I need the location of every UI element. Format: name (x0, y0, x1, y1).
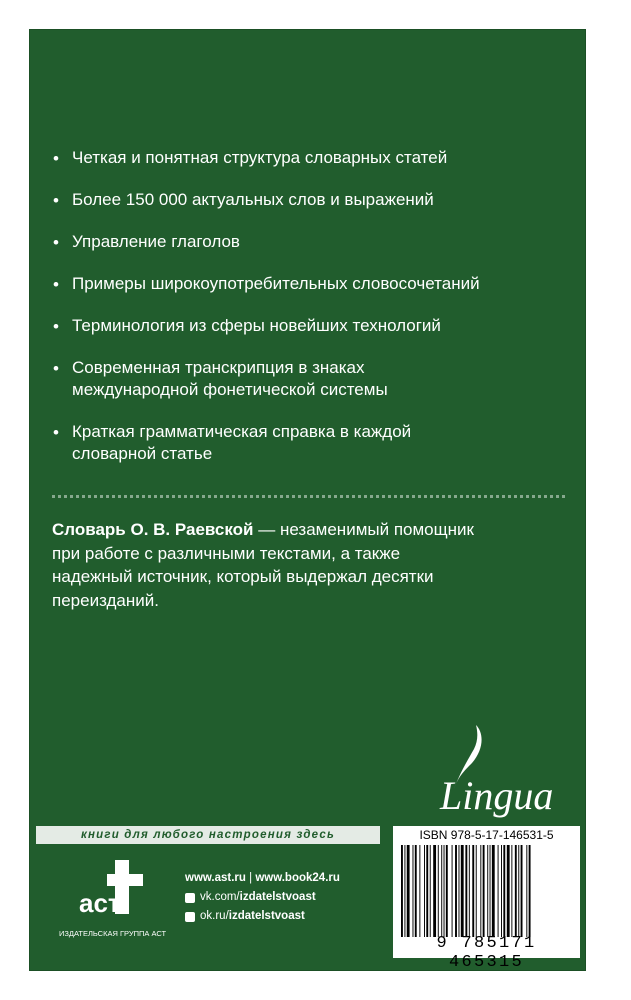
barcode-bar (459, 845, 460, 937)
barcode-bar (424, 845, 425, 937)
ok-icon (185, 912, 195, 922)
feature-item: • Более 150 000 актуальных слов и выражений (53, 190, 434, 210)
tagline-banner: книги для любого настроения здесь (36, 826, 380, 844)
barcode-bar (492, 845, 495, 937)
bullet-dot: • (53, 233, 59, 252)
barcode-bar (415, 845, 417, 937)
svg-text:аст: аст (79, 888, 121, 918)
barcode-bar (490, 845, 491, 937)
barcode-bar (487, 845, 488, 937)
feature-item: • Краткая грамматическая справка в каждой словарной статье (53, 422, 412, 463)
barcode-bar (407, 845, 410, 937)
barcode-bar (461, 845, 464, 937)
barcode-bar (507, 845, 510, 937)
ast-publisher-logo (59, 854, 169, 944)
barcode-bar (430, 845, 431, 937)
barcode-bar (521, 845, 523, 937)
barcode-bar (503, 845, 505, 937)
bullet-dot: • (53, 359, 59, 378)
bullet-dot: • (53, 275, 59, 294)
svg-text:Lingua: Lingua (440, 773, 554, 818)
barcode-bar (465, 845, 467, 937)
bullet-dot: • (53, 149, 59, 168)
bullet-dot: • (53, 317, 59, 336)
feature-item: • Четкая и понятная структура словарных статей (53, 148, 448, 168)
site-link-book24[interactable]: www.book24.ru (255, 872, 340, 884)
barcode-bar (515, 845, 517, 937)
barcode-bar (404, 845, 405, 937)
barcode-bar (511, 845, 512, 937)
barcode-bar (526, 845, 527, 937)
feature-item: • Управление глаголов (53, 232, 240, 252)
barcode-bar (480, 845, 481, 937)
description: Словарь О. В. Раевской — незаменимый помощник при работе с различными текстами, а также надежный источник, который выдержал десятки переизданий. (52, 520, 474, 610)
barcode (399, 845, 574, 937)
barcode-bar (401, 845, 403, 937)
barcode-bar (426, 845, 428, 937)
barcode-bar (472, 845, 474, 937)
isbn-label: ISBN 978-5-17-146531-5 (419, 828, 554, 842)
bullet-dot: • (53, 423, 59, 442)
back-cover (29, 29, 586, 971)
barcode-bar (441, 845, 442, 937)
feature-item: • Примеры широкоупотребительных словосочетаний (53, 274, 480, 294)
feature-item: • Терминология из сферы новейших технологий (53, 316, 441, 336)
dotted-divider (52, 495, 565, 498)
barcode-bar (419, 845, 420, 937)
bullet-dot: • (53, 191, 59, 210)
barcode-bar (483, 845, 485, 937)
site-link-ast[interactable]: www.ast.ru (185, 872, 246, 884)
lingua-logo (414, 719, 564, 819)
isbn-digits: 9 785171 465315 (436, 934, 537, 972)
feature-list (52, 147, 572, 465)
barcode-bar (446, 845, 448, 937)
barcode-bar (433, 845, 436, 937)
barcode-bar (501, 845, 502, 937)
svg-text:ИЗДАТЕЛЬСКАЯ ГРУППА АСТ: ИЗДАТЕЛЬСКАЯ ГРУППА АСТ (59, 929, 167, 938)
description-title: Словарь О. В. Раевской (52, 520, 254, 539)
barcode-bar (498, 845, 499, 937)
feature-item: • Современная транскрипция в знаках международной фонетической системы (53, 358, 388, 399)
barcode-bar (455, 845, 457, 937)
barcode-bar (518, 845, 519, 937)
barcode-bar (413, 845, 414, 937)
barcode-bar (444, 845, 445, 937)
publisher-links (185, 869, 340, 926)
barcode-bar (438, 845, 439, 937)
isbn-barcode-box (393, 826, 580, 972)
barcode-bar (469, 845, 470, 937)
barcode-bar (476, 845, 477, 937)
barcode-bar (452, 845, 453, 937)
vk-link[interactable]: vk.com/ izdatelstvoast (185, 888, 340, 907)
barcode-bar (529, 845, 531, 937)
ok-link[interactable]: ok.ru/ izdatelstvoast (185, 907, 340, 926)
website-links: www.ast.ru | www.book24.ru (185, 869, 340, 888)
vk-icon (185, 893, 195, 903)
